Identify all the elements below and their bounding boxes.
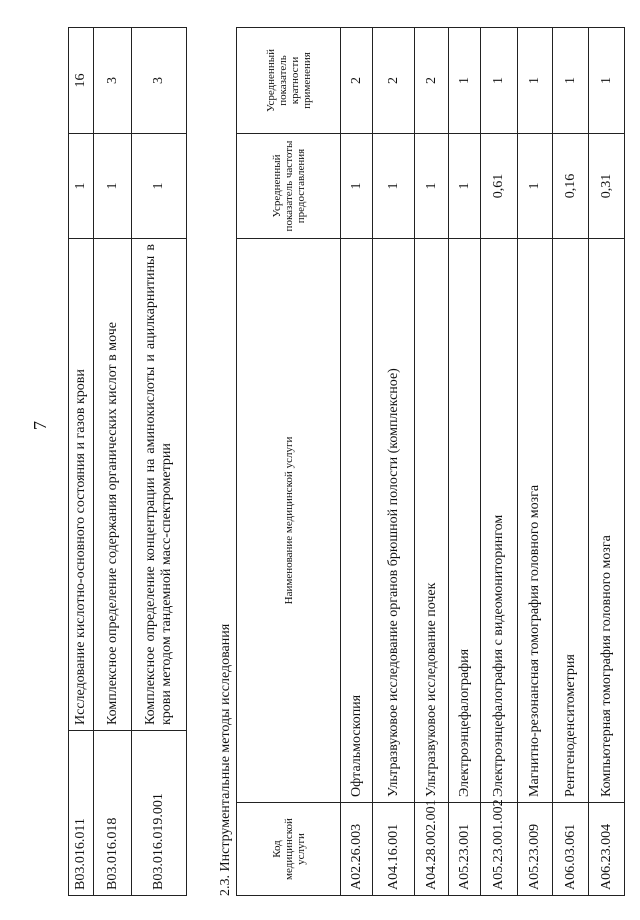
- table-row: [415, 28, 449, 896]
- table-row: [132, 28, 187, 896]
- table-row: [481, 28, 518, 896]
- frequency-value: 1: [132, 134, 187, 239]
- frequency-value: 1: [69, 134, 94, 239]
- frequency-value: 0,31: [589, 134, 625, 239]
- multiplicity-value: 1: [518, 28, 553, 134]
- frequency-value: 1: [94, 134, 132, 239]
- header-multiplicity: Усредненный показатель кратности применения: [237, 28, 341, 134]
- multiplicity-value: 1: [481, 28, 518, 134]
- service-code: A04.28.002.001: [415, 803, 449, 896]
- multiplicity-value: 2: [415, 28, 449, 134]
- service-name: Электроэнцефалография: [449, 239, 481, 803]
- service-name: Комплексное определение содержания органических кислот в моче: [94, 239, 132, 731]
- service-code: A05.23.009: [518, 803, 553, 896]
- page-number: 7: [30, 421, 50, 430]
- service-name: Ультразвуковое исследование органов брюшной полости (комплексное): [373, 239, 415, 803]
- service-name: Комплексное определение концентрации на аминокислоты и ацилкарнитины в крови методом тандемной масс-спектрометрии: [132, 239, 187, 731]
- service-code: B03.016.011: [69, 731, 94, 896]
- table-header-row: [237, 28, 341, 896]
- instrumental-methods-table: [236, 27, 625, 896]
- section-title: 2.3. Инструментальные методы исследования: [218, 623, 233, 896]
- service-name: Офтальмоскопия: [341, 239, 373, 803]
- table-row: [589, 28, 625, 896]
- service-name: Ультразвуковое исследование почек: [415, 239, 449, 803]
- service-code: A05.23.001.002: [481, 803, 518, 896]
- table-row: [553, 28, 589, 896]
- service-code: A06.23.004: [589, 803, 625, 896]
- multiplicity-value: 1: [553, 28, 589, 134]
- header-frequency: Усредненный показатель частоты предоставления: [237, 134, 341, 239]
- service-name: Рентгеноденситометрия: [553, 239, 589, 803]
- service-name: Электроэнцефалография с видеомониторингом: [481, 239, 518, 803]
- multiplicity-value: 1: [449, 28, 481, 134]
- service-code: B03.016.018: [94, 731, 132, 896]
- frequency-value: 1: [518, 134, 553, 239]
- multiplicity-value: 3: [94, 28, 132, 134]
- table-row: [518, 28, 553, 896]
- frequency-value: 1: [415, 134, 449, 239]
- service-code: A05.23.001: [449, 803, 481, 896]
- frequency-value: 1: [373, 134, 415, 239]
- service-code: A04.16.001: [373, 803, 415, 896]
- multiplicity-value: 16: [69, 28, 94, 134]
- lab-tests-table: [68, 27, 187, 896]
- multiplicity-value: 3: [132, 28, 187, 134]
- frequency-value: 0,61: [481, 134, 518, 239]
- frequency-value: 1: [449, 134, 481, 239]
- header-name: Наименование медицинской услуги: [237, 239, 341, 803]
- service-name: Компьютерная томография головного мозга: [589, 239, 625, 803]
- multiplicity-value: 2: [341, 28, 373, 134]
- frequency-value: 1: [341, 134, 373, 239]
- service-code: A02.26.003: [341, 803, 373, 896]
- multiplicity-value: 2: [373, 28, 415, 134]
- frequency-value: 0,16: [553, 134, 589, 239]
- table-row: [94, 28, 132, 896]
- service-code: A06.03.061: [553, 803, 589, 896]
- table-row: [69, 28, 94, 896]
- document-page: [68, 28, 614, 896]
- service-name: Магнитно-резонансная томография головного мозга: [518, 239, 553, 803]
- service-name: Исследование кислотно-основного состояния и газов крови: [69, 239, 94, 731]
- table-row: [341, 28, 373, 896]
- multiplicity-value: 1: [589, 28, 625, 134]
- table-row: [449, 28, 481, 896]
- table-row: [373, 28, 415, 896]
- header-code: Код медицинской услуги: [237, 803, 341, 896]
- service-code: B03.016.019.001: [132, 731, 187, 896]
